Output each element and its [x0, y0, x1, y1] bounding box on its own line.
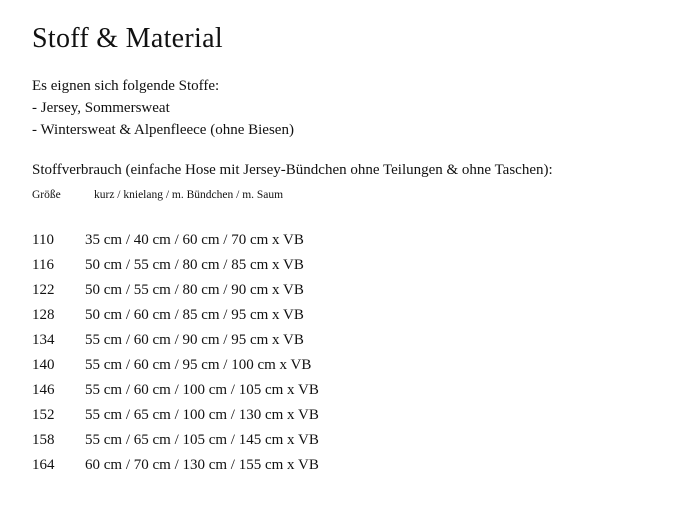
values-cell: 55 cm / 60 cm / 90 cm / 95 cm x VB [85, 332, 304, 348]
size-cell: 128 [32, 307, 55, 323]
values-cell: 55 cm / 65 cm / 100 cm / 130 cm x VB [85, 407, 319, 423]
table-row [32, 278, 319, 303]
values-cell: 55 cm / 60 cm / 95 cm / 100 cm x VB [85, 357, 312, 373]
table-row [32, 428, 319, 453]
size-column-header: Größe [32, 189, 61, 201]
size-cell: 140 [32, 357, 55, 373]
intro-line: Es eignen sich folgende Stoffe: [32, 78, 220, 94]
table-row [32, 303, 319, 328]
size-cell: 152 [32, 407, 55, 423]
table-row [32, 328, 319, 353]
size-cell: 134 [32, 332, 55, 348]
size-cell: 146 [32, 382, 55, 398]
size-cell: 164 [32, 457, 55, 473]
size-cell: 158 [32, 432, 55, 448]
size-cell: 110 [32, 232, 54, 248]
intro-line: - Wintersweat & Alpenfleece (ohne Biesen) [32, 122, 294, 138]
values-cell: 55 cm / 65 cm / 105 cm / 145 cm x VB [85, 432, 319, 448]
fabric-usage-heading: Stoffverbrauch (einfache Hose mit Jersey-Bündchen ohne Teilungen & ohne Taschen): [32, 162, 553, 178]
intro-line: - Jersey, Sommersweat [32, 100, 170, 116]
table-row [32, 403, 319, 428]
values-cell: 35 cm / 40 cm / 60 cm / 70 cm x VB [85, 232, 304, 248]
values-cell: 50 cm / 55 cm / 80 cm / 90 cm x VB [85, 282, 304, 298]
values-cell: 55 cm / 60 cm / 100 cm / 105 cm x VB [85, 382, 319, 398]
values-cell: 50 cm / 55 cm / 80 cm / 85 cm x VB [85, 257, 304, 273]
fabric-usage-table [32, 228, 319, 478]
table-header [32, 187, 283, 203]
page-title: Stoff & Material [32, 23, 223, 54]
values-cell: 50 cm / 60 cm / 85 cm / 95 cm x VB [85, 307, 304, 323]
fabric-suitability-list [32, 75, 294, 141]
table-row [32, 378, 319, 403]
table-row [32, 253, 319, 278]
values-cell: 60 cm / 70 cm / 130 cm / 155 cm x VB [85, 457, 319, 473]
size-cell: 116 [32, 257, 54, 273]
table-row [32, 353, 319, 378]
table-row [32, 453, 319, 478]
size-cell: 122 [32, 282, 55, 298]
table-row [32, 228, 319, 253]
length-columns-header: kurz / knielang / m. Bündchen / m. Saum [94, 189, 284, 201]
